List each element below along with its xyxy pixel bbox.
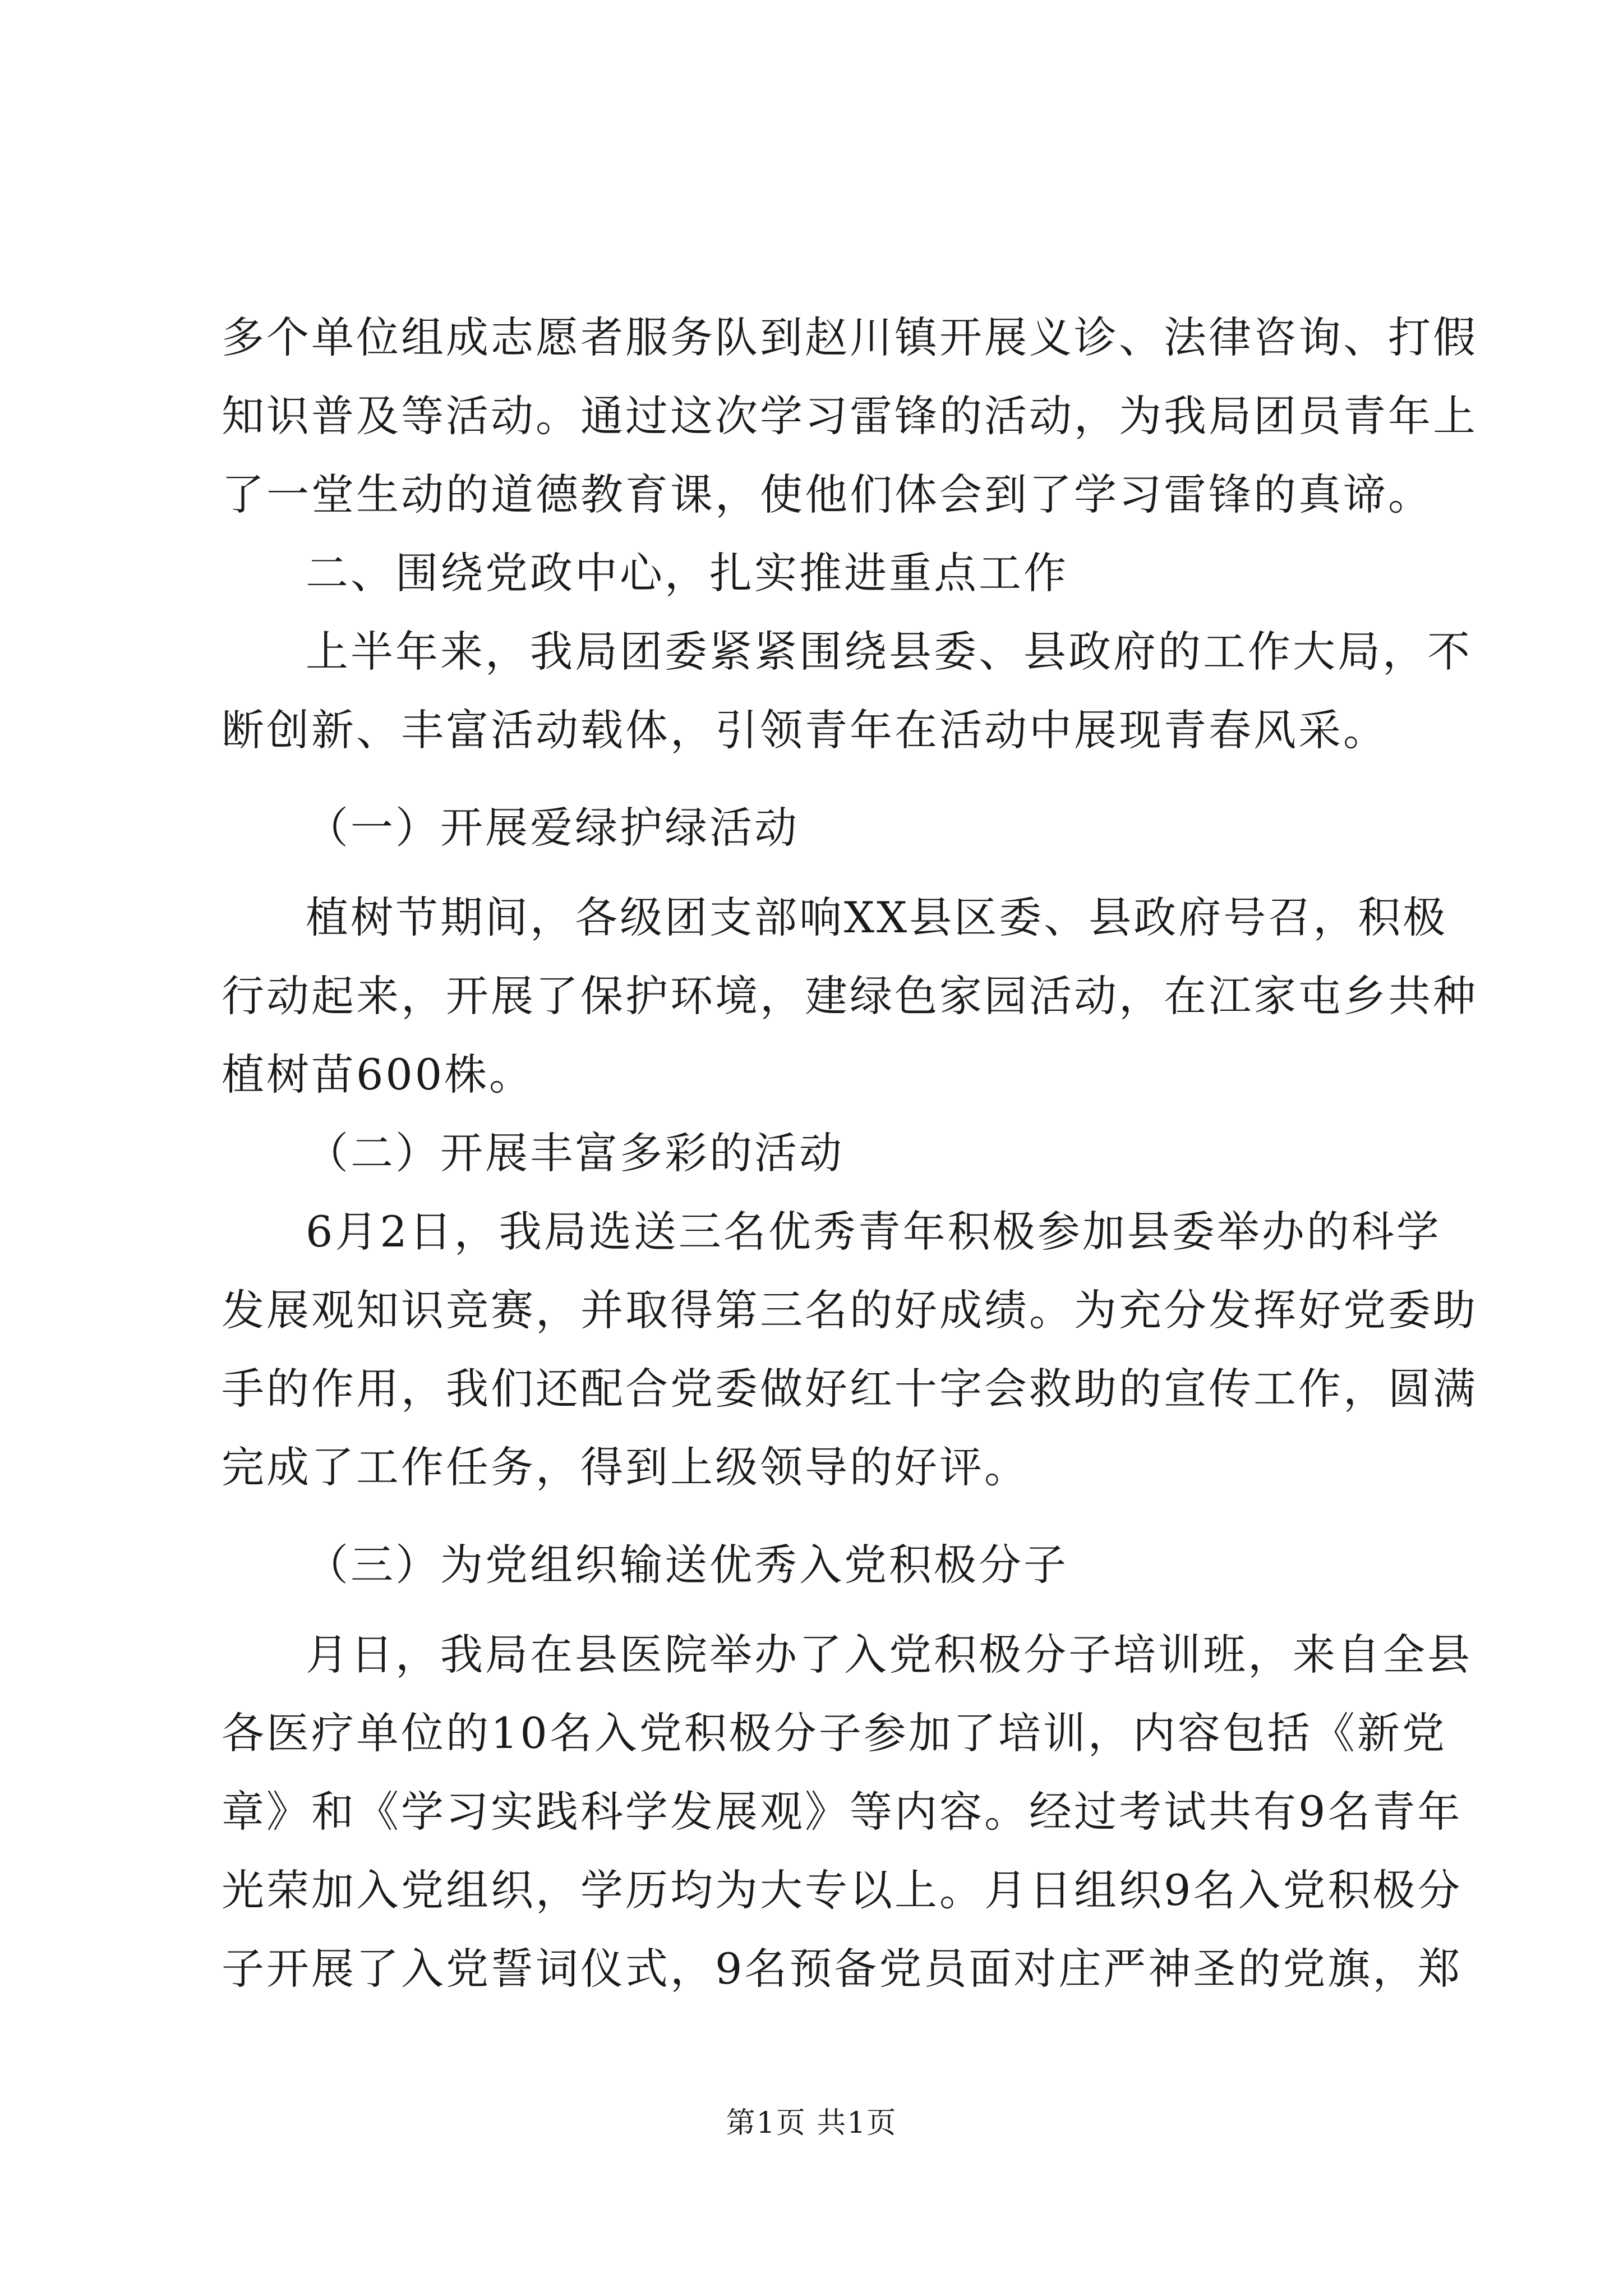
- text-line: 知识普及等活动。通过这次学习雷锋的活动，为我局团员青年上: [222, 391, 1478, 441]
- text-line: 了一堂生动的道德教育课，使他们体会到了学习雷锋的真谛。: [222, 470, 1433, 519]
- text-line: 行动起来，开展了保护环境，建绿色家园活动，在江家屯乡共种: [222, 971, 1478, 1021]
- text-line: 章》和《学习实践科学发展观》等内容。经过考试共有9名青年: [222, 1787, 1463, 1837]
- text-line: 完成了工作任务，得到上级领导的好评。: [222, 1442, 1029, 1492]
- text-line: 上半年来，我局团委紧紧围绕县委、县政府的工作大局，不: [306, 627, 1472, 677]
- subsection-heading: （三）为党组织输送优秀入党积极分子: [306, 1540, 1068, 1590]
- text-line: 手的作用，我们还配合党委做好红十字会救助的宣传工作，圆满: [222, 1364, 1478, 1414]
- text-line: 6月2日，我局选送三名优秀青年积极参加县委举办的科学: [306, 1207, 1441, 1257]
- text-line: 植树节期间，各级团支部响XX县区委、县政府号召，积极: [306, 892, 1448, 942]
- text-line: 子开展了入党誓词仪式，9名预备党员面对庄严神圣的党旗，郑: [222, 1944, 1463, 1994]
- text-line: 断创新、丰富活动载体，引领青年在活动中展现青春风采。: [222, 705, 1388, 755]
- text-line: 发展观知识竞赛，并取得第三名的好成绩。为充分发挥好党委助: [222, 1285, 1478, 1335]
- page-footer: 第1页 共1页: [726, 2106, 897, 2140]
- text-line: 各医疗单位的10名入党积极分子参加了培训，内容包括《新党: [222, 1708, 1447, 1758]
- text-line: 月日，我局在县医院举办了入党积极分子培训班，来自全县: [306, 1630, 1472, 1680]
- section-heading: 二、围绕党政中心，扎实推进重点工作: [306, 548, 1068, 598]
- subsection-heading: （二）开展丰富多彩的活动: [306, 1128, 844, 1178]
- subsection-heading: （一）开展爱绿护绿活动: [306, 803, 799, 853]
- text-line: 光荣加入党组织，学历均为大专以上。月日组织9名入党积极分: [222, 1865, 1463, 1915]
- text-line: 植树苗600株。: [222, 1050, 534, 1099]
- text-line: 多个单位组成志愿者服务队到赵川镇开展义诊、法律咨询、打假: [222, 312, 1478, 362]
